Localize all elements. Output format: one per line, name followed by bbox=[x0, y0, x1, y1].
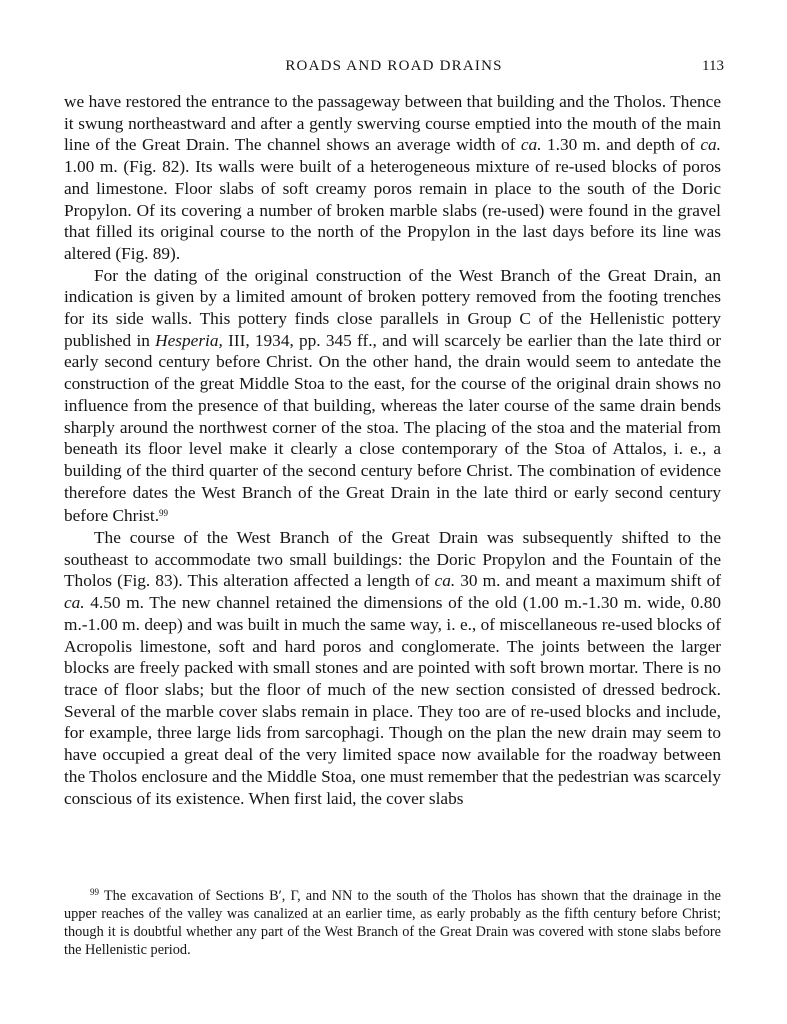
italic-text: Hesperia, bbox=[155, 330, 223, 350]
italic-text: ca. bbox=[520, 135, 542, 155]
body-text bbox=[64, 91, 721, 809]
text-segment: The course of the West Branch of the Great Drain was subsequently shifted to the southeast to accommodate two small buildings: the Doric Propylon and the Fountain of the Tholos (Fig. 83). This alteration affected a length of bbox=[64, 528, 721, 591]
text-segment: 1.00 m. (Fig. 82). Its walls were built of a heterogeneous mixture of re-used blocks of poros and limestone. Floor slabs of soft creamy poros remain in place to the south of the Doric Propylon. Of its covering a number of broken marble slabs (re-used) were found in the gravel that filled its original course to the north of the Propylon in the last days before its line was altered (Fig. 89). bbox=[64, 157, 721, 263]
text-segment: we have restored the entrance to the passageway between that building and the Tholos. Thence it swung northeastward and after a gently swerving course emptied into the mouth of the main line of the Great Drain. The channel shows an average width of bbox=[64, 92, 721, 155]
running-title: ROADS AND ROAD DRAINS bbox=[285, 58, 503, 74]
running-head bbox=[64, 58, 724, 78]
page-number: 113 bbox=[702, 58, 724, 74]
paragraph bbox=[64, 91, 721, 265]
footnote-text: The excavation of Sections B′, Γ, and NN to the south of the Tholos has shown that the drainage in the upper reaches of the valley was canalized at an earlier time, as early probably as the fifth century before Christ; though it is doubtful whether any part of the West Branch of the Great Drain was covered with stone slabs before the Hellenistic period. bbox=[64, 888, 721, 958]
footnote bbox=[64, 883, 721, 959]
text-segment: 1.30 m. and depth of bbox=[541, 135, 701, 155]
text-segment: 4.50 m. The new channel retained the dimensions of the old (1.00 m.-1.30 m. wide, 0.80 m.-1.00 m. deep) and was built in much the same way, i. e., of miscellaneous re-used blocks of Acropolis limestone, soft and hard poros and conglomerate. The joints between the larger blocks are freely packed with small stones and are pointed with soft brown mortar. There is no trace of floor slabs; but the floor of much of the new section consisted of dressed bedrock. Several of the marble cover slabs remain in place. They too are of re-used blocks and include, for example, three large lids from sarcophagi. Though on the plan the new drain may seem to have occupied a great deal of the very limited space now available for the roadway between the Tholos enclosure and the Middle Stoa, one must remember that the pedestrian was scarcely conscious of its existence. When first laid, the cover slabs bbox=[64, 593, 721, 808]
paragraph bbox=[64, 527, 721, 809]
text-segment: For the dating of the original construction of the West Branch of the Great Drain, an indication is given by a limited amount of broken pottery removed from the footing trenches for its side walls. This pottery finds close parallels in Group C of the Hellenistic pottery published in bbox=[64, 265, 721, 350]
paragraph bbox=[64, 265, 721, 527]
footnote-paragraph bbox=[64, 883, 721, 959]
text-segment: III, 1934, pp. 345 ff., and will scarcely be earlier than the late third or early second century before Christ. On the other hand, the drain would seem to antedate the construction of the great Middle Stoa to the east, for the course of the original drain shows no influence from the presence of that building, whereas the later course of the same drain bends sharply around the northwest corner of the stoa. The placing of the stoa and the material from beneath its floor level make it clearly a close contemporary of the Stoa of Attalos, i. e., a building of the third quarter of the second century before Christ. The combination of evidence therefore dates the West Branch of the Great Drain in the late third or early second century before Christ. bbox=[64, 330, 721, 526]
text-segment: 30 m. and meant a maximum shift of bbox=[455, 571, 721, 591]
italic-text: ca. bbox=[64, 593, 85, 613]
footnote-mark: 99 bbox=[90, 887, 99, 897]
footnote-reference: 99 bbox=[159, 508, 169, 519]
italic-text: ca. bbox=[700, 135, 721, 155]
italic-text: ca. bbox=[434, 571, 456, 591]
